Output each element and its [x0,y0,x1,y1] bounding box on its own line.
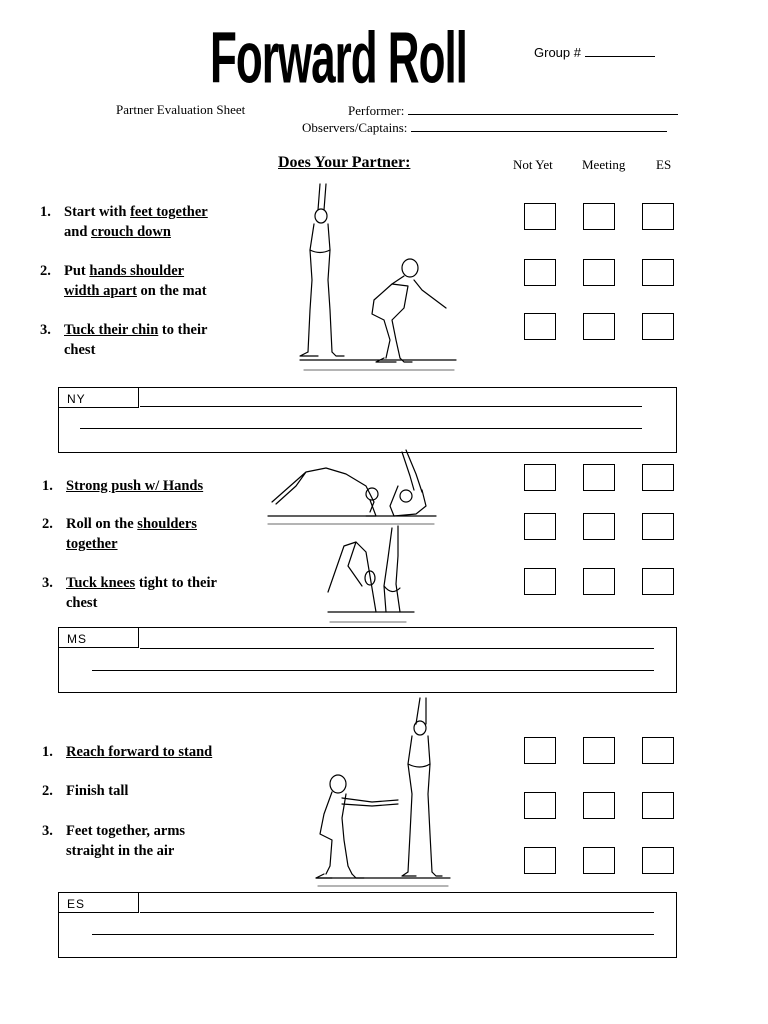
s3-item2-not-yet-checkbox[interactable] [524,792,556,819]
s2-item2-es-checkbox[interactable] [642,513,674,540]
group-label: Group # [534,45,581,60]
s1-item1-es-checkbox[interactable] [642,203,674,230]
s2-item1-es-checkbox[interactable] [642,464,674,491]
s3-item3-meeting-checkbox[interactable] [583,847,615,874]
s1-item2-es-checkbox[interactable] [642,259,674,286]
s3-item-1: 1. Reach forward to stand [42,744,213,760]
column-prompt: Does Your Partner: [278,154,411,171]
ms-notes-box[interactable] [58,627,677,693]
observers-field[interactable] [302,119,667,136]
s1-item-2: 2. Put hands shoulder width apart on the mat [40,263,207,299]
s1-item-3: 3. Tuck their chin to their chest [40,322,208,358]
es-label: ES [67,897,86,911]
s2-item-1: 1. Strong push w/ Hands [42,478,204,494]
page-title: Forward Roll [210,18,467,99]
s3-item2-meeting-checkbox[interactable] [583,792,615,819]
figure-stand-crouch [296,180,461,375]
s2-item3-es-checkbox[interactable] [642,568,674,595]
s1-item2-not-yet-checkbox[interactable] [524,259,556,286]
ms-label: MS [67,632,87,646]
es-note-line-2 [92,934,654,935]
ms-note-line-2 [92,670,654,671]
es-note-line-1 [140,912,654,913]
s1-item-1: 1. Start with feet together and crouch down [40,204,208,240]
s3-item1-not-yet-checkbox[interactable] [524,737,556,764]
s1-item1-not-yet-checkbox[interactable] [524,203,556,230]
s2-item1-not-yet-checkbox[interactable] [524,464,556,491]
column-meeting: Meeting [582,157,626,172]
s2-item-2: 2. Roll on the shoulders together [42,516,197,552]
s3-item1-es-checkbox[interactable] [642,737,674,764]
observers-label: Observers/Captains: [302,120,408,135]
es-notes-box[interactable] [58,892,677,958]
s2-item-3: 3. Tuck knees tight to their chest [42,575,217,611]
s1-item3-not-yet-checkbox[interactable] [524,313,556,340]
performer-field[interactable] [348,102,678,119]
column-es: ES [656,157,672,172]
s1-item3-es-checkbox[interactable] [642,313,674,340]
s1-item3-meeting-checkbox[interactable] [583,313,615,340]
ny-notes-box[interactable] [58,387,677,453]
ny-bottom-line-left [58,452,268,453]
ny-note-line-1 [140,406,642,407]
s3-item3-es-checkbox[interactable] [642,847,674,874]
s2-item1-meeting-checkbox[interactable] [583,464,615,491]
page-title-container [210,18,494,102]
s2-item2-not-yet-checkbox[interactable] [524,513,556,540]
group-number-line [585,44,655,57]
ny-label: NY [67,392,86,406]
s3-item-3: 3. Feet together, arms straight in the air [42,823,186,859]
column-not-yet: Not Yet [513,157,553,172]
ny-note-line-2 [80,428,642,429]
s3-item2-es-checkbox[interactable] [642,792,674,819]
s2-item2-meeting-checkbox[interactable] [583,513,615,540]
ms-note-line-1 [140,648,654,649]
s2-item3-not-yet-checkbox[interactable] [524,568,556,595]
s1-item2-meeting-checkbox[interactable] [583,259,615,286]
ny-bottom-line-right [435,452,677,453]
figure-reach-stand [312,694,454,890]
s3-item1-meeting-checkbox[interactable] [583,737,615,764]
performer-label: Performer: [348,103,405,118]
s3-item3-not-yet-checkbox[interactable] [524,847,556,874]
group-number-field[interactable] [534,44,655,60]
observers-line [411,119,667,132]
s2-item3-meeting-checkbox[interactable] [583,568,615,595]
subtitle: Partner Evaluation Sheet [116,102,246,117]
s1-item1-meeting-checkbox[interactable] [583,203,615,230]
s3-item-2: 2. Finish tall [42,783,129,799]
performer-line [408,102,678,115]
figure-push-roll [266,446,438,626]
